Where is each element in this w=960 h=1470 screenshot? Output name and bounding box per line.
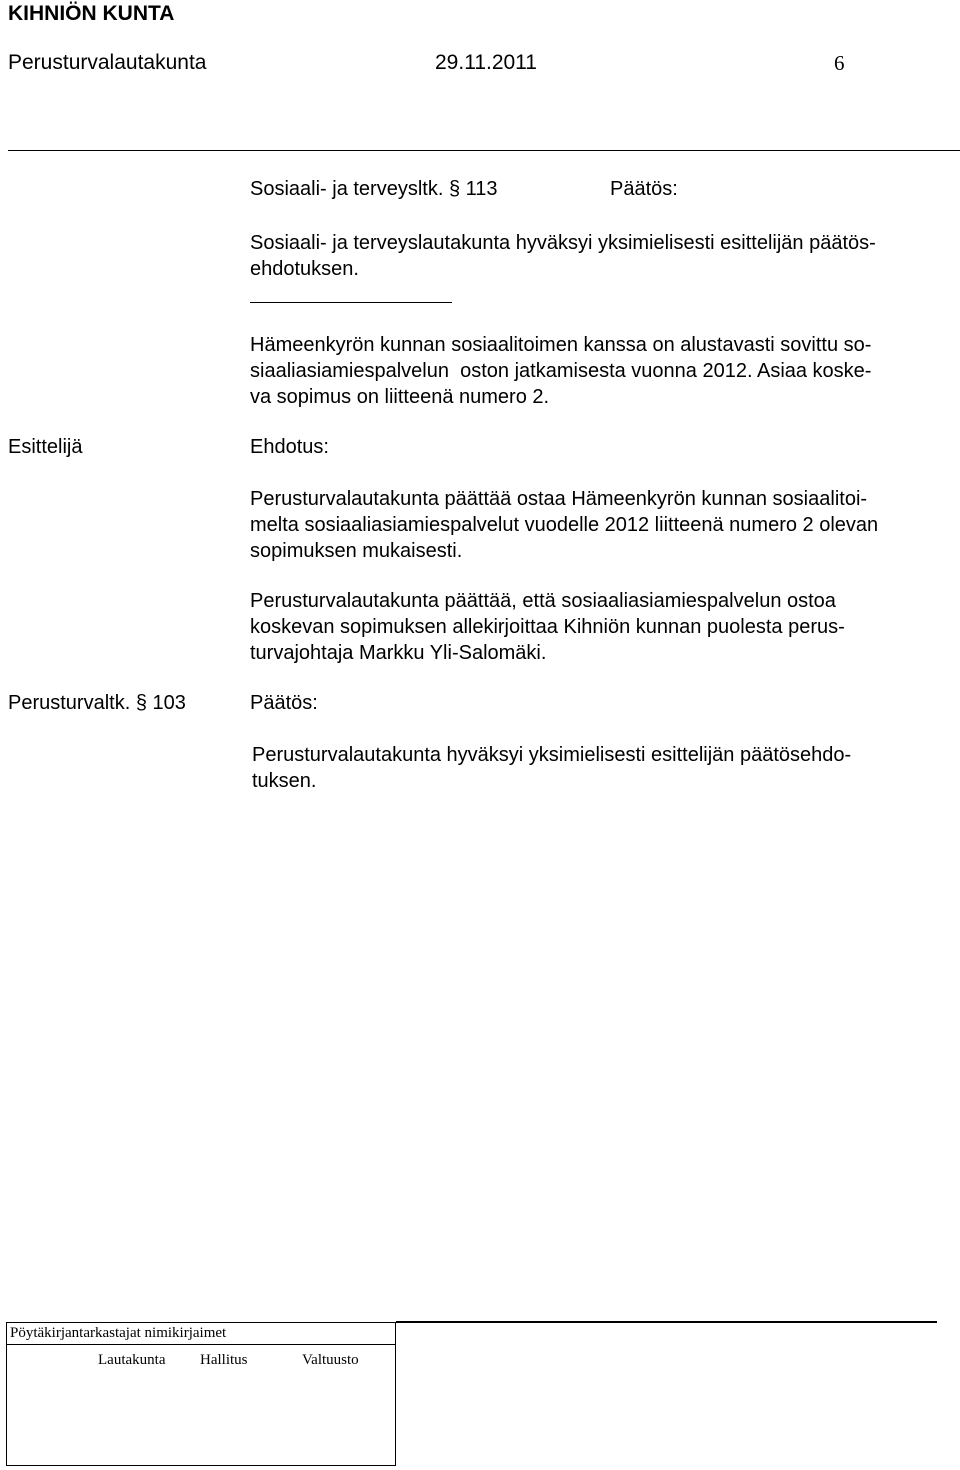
footer-rule <box>396 1321 937 1323</box>
proposal-paragraph-2 <box>250 588 955 666</box>
page-number: 6 <box>834 51 845 75</box>
header-divider <box>8 150 960 151</box>
initials-column-government: Hallitus <box>200 1352 248 1368</box>
text-line: tuksen. <box>252 770 317 792</box>
initials-box-title: Pöytäkirjantarkastajat nimikirjaimet <box>10 1325 227 1341</box>
board-name: Perusturvalautakunta <box>8 51 207 74</box>
text-line: koskevan sopimuksen allekirjoittaa Kihniön kunnan puolesta perus- <box>250 616 845 638</box>
section-reference: Perusturvaltk. § 103 <box>8 692 186 714</box>
meeting-date: 29.11.2011 <box>435 51 537 74</box>
decision-heading: Päätös: <box>610 178 678 200</box>
text-line: melta sosiaaliasiamiespalvelut vuodelle 2012 liitteenä numero 2 olevan <box>250 514 879 536</box>
text-line: Perusturvalautakunta päättää, että sosiaaliasiamiespalvelun ostoa <box>250 590 836 612</box>
text-line: siaaliasiamiespalvelun oston jatkamisesta vuonna 2012. Asiaa koske- <box>250 360 872 382</box>
text-line: va sopimus on liitteenä numero 2. <box>250 386 550 408</box>
section-reference: Sosiaali- ja terveysltk. § 113 <box>250 178 498 200</box>
organization-name: KIHNIÖN KUNTA <box>8 2 175 25</box>
proposal-paragraph-1 <box>250 486 955 564</box>
decision-text <box>250 230 950 282</box>
text-line: ehdotuksen. <box>250 258 359 280</box>
text-line: Hämeenkyrön kunnan sosiaalitoimen kanssa on alustavasti sovittu so- <box>250 334 872 356</box>
initials-box-divider <box>6 1344 396 1345</box>
text-line: Sosiaali- ja terveyslautakunta hyväksyi yksimielisesti esittelijän päätös- <box>250 232 876 254</box>
proposal-heading: Ehdotus: <box>250 436 329 458</box>
text-line: Perusturvalautakunta hyväksyi yksimielisesti esittelijän päätösehdo- <box>252 744 852 766</box>
text-line: Perusturvalautakunta päättää ostaa Hämeenkyrön kunnan sosiaalitoi- <box>250 488 868 510</box>
decision-heading: Päätös: <box>250 692 318 714</box>
separator-line <box>250 302 452 303</box>
initials-column-board: Lautakunta <box>98 1352 166 1368</box>
initials-column-council: Valtuusto <box>302 1352 359 1368</box>
text-line: sopimuksen mukaisesti. <box>250 540 463 562</box>
intro-paragraph <box>250 332 950 410</box>
presenter-label: Esittelijä <box>8 436 83 458</box>
text-line: turvajohtaja Markku Yli-Salomäki. <box>250 642 547 664</box>
decision-text <box>252 742 952 794</box>
